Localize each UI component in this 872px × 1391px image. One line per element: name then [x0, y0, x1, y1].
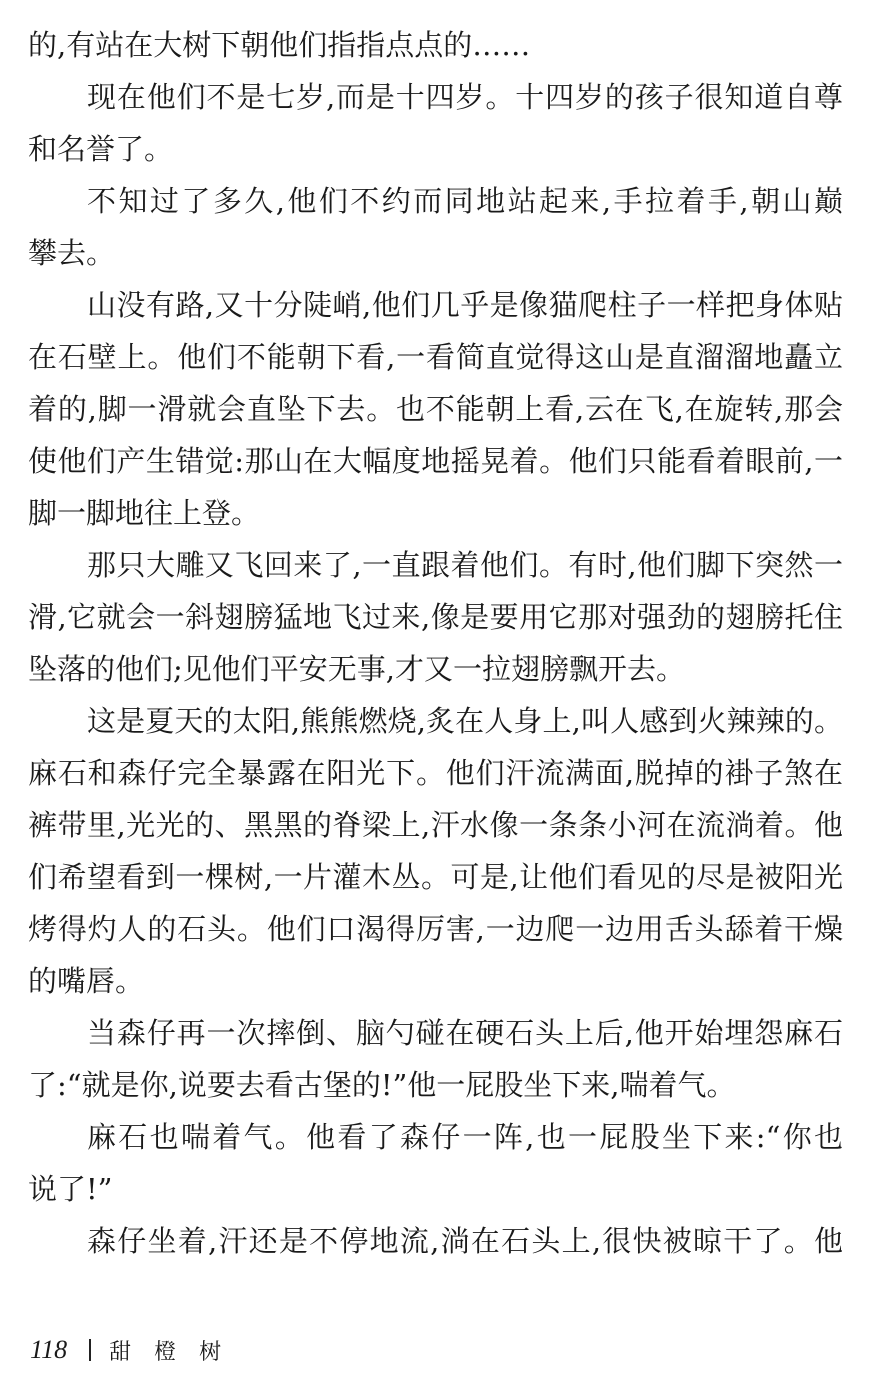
text-line: 烤得灼人的石头。他们口渴得厉害,一边爬一边用舌头舔着干燥 — [28, 912, 843, 946]
book-title: 甜 橙 树 — [109, 1339, 230, 1365]
footer-divider — [89, 1339, 91, 1361]
text-line: 这是夏天的太阳,熊熊燃烧,炙在人身上,叫人感到火辣辣的。 — [87, 704, 843, 738]
paragraph — [28, 19, 843, 71]
page-number: 118 — [30, 1335, 68, 1364]
text-line: 麻石和森仔完全暴露在阳光下。他们汗流满面,脱掉的褂子煞在 — [28, 756, 843, 790]
text-line: 在石壁上。他们不能朝下看,一看简直觉得这山是直溜溜地矗立 — [28, 340, 843, 374]
text-line: 森仔坐着,汗还是不停地流,淌在石头上,很快被晾干了。他 — [87, 1224, 843, 1258]
text-line: 山没有路,又十分陡峭,他们几乎是像猫爬柱子一样把身体贴 — [87, 288, 843, 322]
text-line: 麻石也喘着气。他看了森仔一阵,也一屁股坐下来:“你也 — [87, 1120, 843, 1154]
text-line: 攀去。 — [28, 236, 116, 270]
text-line: 的,有站在大树下朝他们指指点点的…… — [28, 28, 531, 62]
text-line: 现在他们不是七岁,而是十四岁。十四岁的孩子很知道自尊 — [87, 80, 843, 114]
text-line: 那只大雕又飞回来了,一直跟着他们。有时,他们脚下突然一 — [87, 548, 843, 582]
page-footer — [30, 1332, 229, 1368]
paragraph — [28, 1007, 843, 1111]
text-line: 们希望看到一棵树,一片灌木丛。可是,让他们看见的尽是被阳光 — [28, 860, 843, 894]
paragraph — [28, 539, 843, 695]
text-line: 坠落的他们;见他们平安无事,才又一拉翅膀飘开去。 — [28, 652, 685, 686]
text-line: 着的,脚一滑就会直坠下去。也不能朝上看,云在飞,在旋转,那会 — [28, 392, 843, 426]
text-line: 不知过了多久,他们不约而同地站起来,手拉着手,朝山巅 — [87, 184, 843, 218]
paragraph — [28, 695, 843, 1007]
text-line: 说了!” — [28, 1172, 113, 1206]
paragraph — [28, 175, 843, 279]
text-line: 裤带里,光光的、黑黑的脊梁上,汗水像一条条小河在流淌着。他 — [28, 808, 843, 842]
paragraph — [28, 71, 843, 175]
text-line: 使他们产生错觉:那山在大幅度地摇晃着。他们只能看着眼前,一 — [28, 444, 843, 478]
paragraph — [28, 279, 843, 539]
paragraph — [28, 1215, 843, 1267]
paragraph — [28, 1111, 843, 1215]
text-line: 和名誉了。 — [28, 132, 174, 166]
page-body — [28, 19, 843, 1267]
text-line: 滑,它就会一斜翅膀猛地飞过来,像是要用它那对强劲的翅膀托住 — [28, 600, 843, 634]
text-line: 当森仔再一次摔倒、脑勺碰在硬石头上后,他开始埋怨麻石 — [87, 1016, 843, 1050]
text-line: 了:“就是你,说要去看古堡的!”他一屁股坐下来,喘着气。 — [28, 1068, 736, 1102]
text-line: 的嘴唇。 — [28, 964, 145, 998]
text-line: 脚一脚地往上登。 — [28, 496, 261, 530]
